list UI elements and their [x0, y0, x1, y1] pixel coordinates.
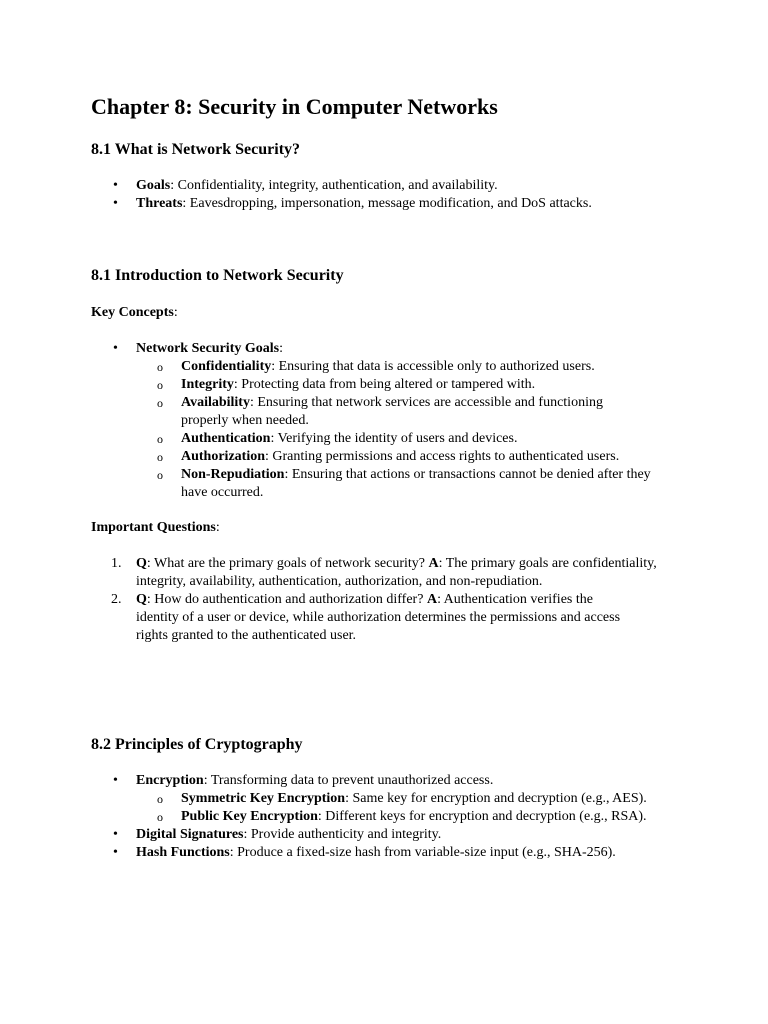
- section-heading-intro: 8.1 Introduction to Network Security: [91, 267, 344, 284]
- sub-bullet: o: [157, 432, 163, 446]
- goals-threats-list: [91, 177, 691, 213]
- key-concepts-label: [91, 304, 178, 322]
- term: Authorization: [181, 449, 265, 464]
- term: Encryption: [136, 773, 204, 788]
- term-suffix: :: [279, 341, 283, 356]
- sub-bullet: o: [157, 792, 163, 806]
- list-item: [91, 772, 691, 826]
- definition: : Ensuring that network services are accessible and functioning properly when needed.: [181, 395, 603, 428]
- definition: : Transforming data to prevent unauthorized access.: [203, 773, 494, 788]
- sub-bullet: o: [157, 378, 163, 392]
- definition: : Provide authenticity and integrity.: [243, 827, 442, 842]
- question-text: : How do authentication and authorization differ?: [146, 592, 427, 607]
- goals-sublist: [91, 358, 691, 502]
- list-item: [91, 826, 691, 844]
- sub-bullet: o: [157, 396, 163, 410]
- label-text: Key Concepts: [91, 305, 174, 320]
- bullet: •: [113, 196, 118, 211]
- bullet: •: [113, 178, 118, 193]
- answer-marker: A: [428, 556, 439, 571]
- definition: : Different keys for encryption and decryption (e.g., RSA).: [317, 809, 647, 824]
- bullet: •: [113, 827, 118, 842]
- section-heading-what-is: 8.1 What is Network Security?: [91, 141, 301, 158]
- sub-list-item: [91, 430, 691, 448]
- answer-marker: A: [426, 592, 438, 607]
- sub-bullet: o: [157, 450, 163, 464]
- important-questions-label: [91, 519, 220, 537]
- questions-list: [91, 555, 691, 645]
- section-heading-cryptography: 8.2 Principles of Cryptography: [91, 736, 303, 753]
- label-text: Important Questions: [91, 520, 216, 535]
- sub-bullet: o: [157, 468, 163, 482]
- bullet: •: [113, 845, 118, 860]
- bullet: •: [113, 773, 118, 788]
- list-item: [91, 555, 691, 591]
- list-item: [91, 340, 691, 502]
- sub-list-item: [91, 808, 691, 826]
- definition: : Ensuring that data is accessible only to authorized users.: [271, 359, 595, 374]
- bullet: •: [113, 341, 118, 356]
- term: Network Security Goals: [136, 341, 280, 356]
- answer-text: : The primary goals are confidentiality, integrity, availability, authentication, authorization, and non-repudiation.: [136, 556, 657, 589]
- list-item: [91, 177, 691, 195]
- sub-bullet: o: [157, 810, 163, 824]
- term: Integrity: [181, 377, 234, 392]
- label-suffix: :: [173, 305, 178, 320]
- definition: : Same key for encryption and decryption (e.g., AES).: [345, 791, 647, 806]
- list-item: [91, 591, 691, 645]
- term: Public Key Encryption: [181, 809, 318, 824]
- term: Non-Repudiation: [181, 467, 285, 482]
- term: Symmetric Key Encryption: [181, 791, 346, 806]
- definition: : Confidentiality, integrity, authentication, and availability.: [170, 178, 498, 193]
- definition: : Granting permissions and access rights to authenticated users.: [265, 449, 620, 464]
- list-item: [91, 844, 691, 862]
- question-marker: Q: [136, 556, 147, 571]
- list-item: [91, 195, 691, 213]
- question-marker: Q: [136, 592, 147, 607]
- definition: : Produce a fixed-size hash from variable-size input (e.g., SHA-256).: [229, 845, 616, 860]
- definition: : Ensuring that actions or transactions cannot be denied after they have occurred.: [181, 467, 651, 500]
- sub-list-item: [91, 466, 691, 502]
- term: Confidentiality: [181, 359, 272, 374]
- list-number: 2.: [111, 592, 122, 607]
- term: Hash Functions: [136, 845, 230, 860]
- sub-bullet: o: [157, 360, 163, 374]
- label-suffix: :: [215, 520, 220, 535]
- list-number: 1.: [111, 556, 122, 571]
- sub-list-item: [91, 448, 691, 466]
- term: Digital Signatures: [136, 827, 244, 842]
- encryption-sublist: [91, 790, 691, 826]
- answer-text: : Authentication verifies the identity of a user or device, while authorization determines the permissions and access rights granted to the authenticated user.: [136, 592, 621, 643]
- definition: : Verifying the identity of users and devices.: [270, 431, 518, 446]
- question-text: : What are the primary goals of network security?: [146, 556, 429, 571]
- sub-list-item: [91, 376, 691, 394]
- term: Availability: [181, 395, 250, 410]
- chapter-title: Chapter 8: Security in Computer Networks: [91, 94, 498, 119]
- cryptography-list: [91, 772, 691, 862]
- sub-list-item: [91, 358, 691, 376]
- sub-list-item: [91, 394, 691, 430]
- definition: : Eavesdropping, impersonation, message modification, and DoS attacks.: [182, 196, 592, 211]
- term: Goals: [136, 178, 171, 193]
- security-goals-list: [91, 340, 691, 502]
- term: Authentication: [181, 431, 271, 446]
- definition: : Protecting data from being altered or tampered with.: [233, 377, 536, 392]
- sub-list-item: [91, 790, 691, 808]
- term: Threats: [136, 196, 183, 211]
